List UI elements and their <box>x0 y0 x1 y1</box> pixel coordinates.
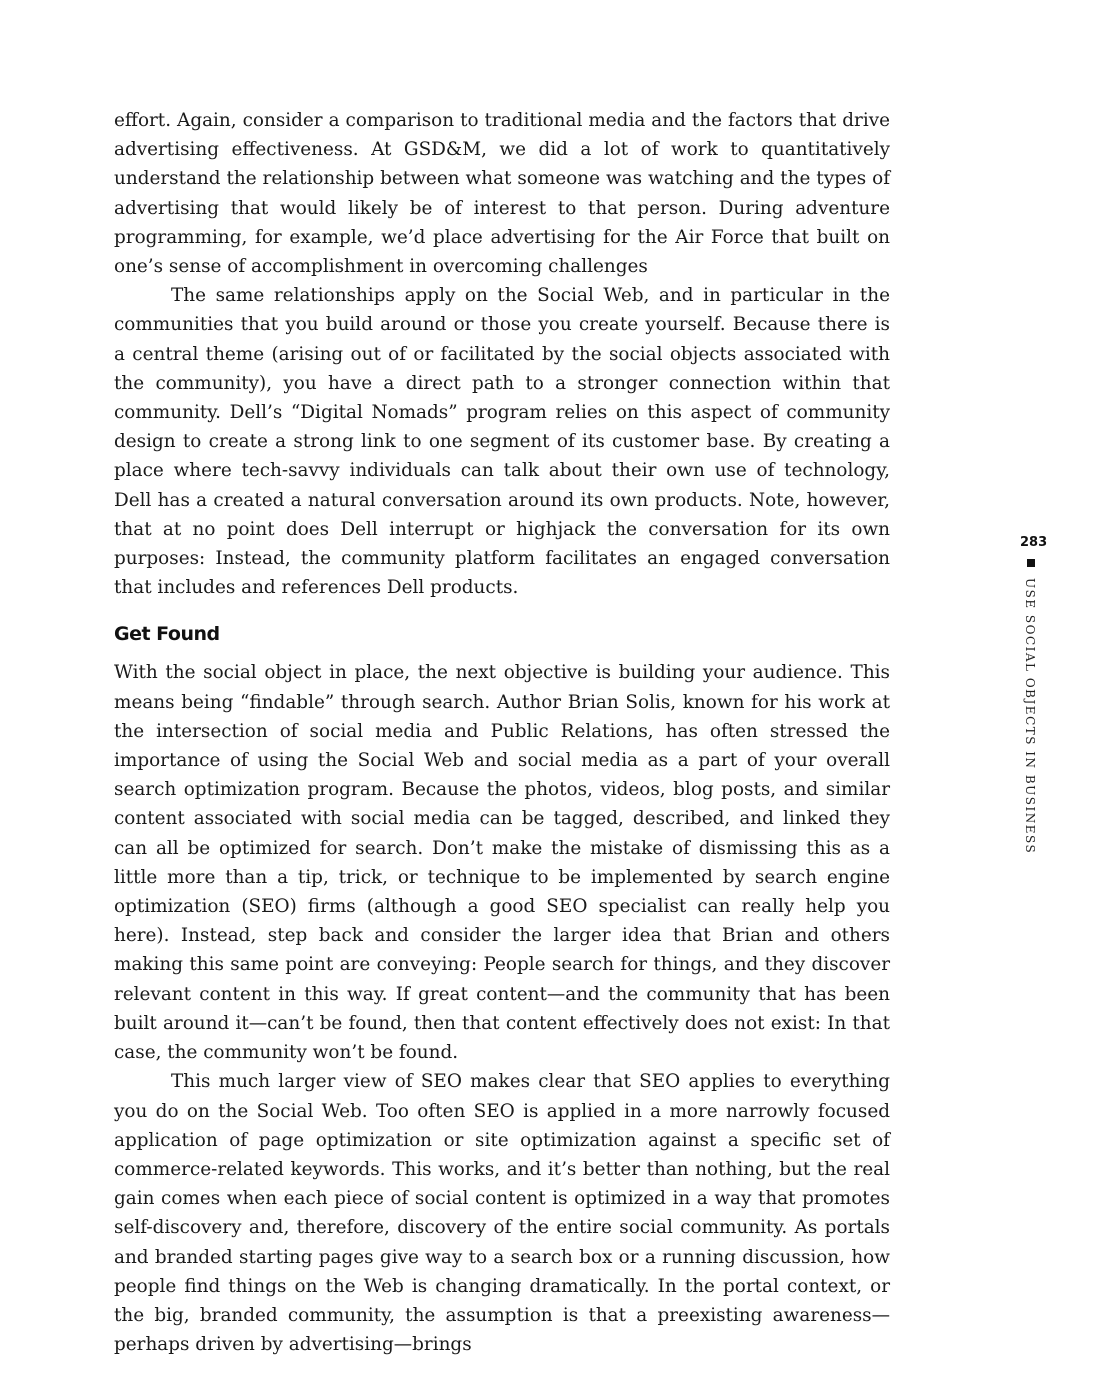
body-text-column <box>114 106 890 1359</box>
body-paragraph-2: The same relationships apply on the Social Web, and in particular in the communities that you build around or those you create yourself. Because there is a central theme (arising out of or facilitated by the social objects associated with the community), you have a direct path to a stronger connection within that community. Dell’s “Digital Nomads” program relies on this aspect of community design to create a strong link to one segment of its customer base. By creating a place where tech-savvy individuals can talk about their own use of technology, Dell has a created a natural conversation around its own products. Note, however, that at no point does Dell interrupt or highjack the conversation for its own purposes: Instead, the community platform facilitates an engaged conversation that includes and references Dell products. <box>114 285 890 599</box>
square-marker-icon <box>1027 559 1035 567</box>
section-heading: Get Found <box>114 623 220 646</box>
body-paragraph-1: effort. Again, consider a comparison to traditional media and the factors that drive advertising effectiveness. At GSD&M, we did a lot of work to quantitatively understand the relationship between what someone was watching and the types of advertising that would likely be of interest to that person. During adventure programming, for example, we’d place advertising for the Air Force that built on one’s sense of accomplishment in overcoming challenges <box>114 110 890 278</box>
page-number: 283 <box>1020 535 1048 550</box>
body-paragraph-3: With the social object in place, the next objective is building your audience. This means being “findable” through search. Author Brian Solis, known for his work at the intersection of social media and Public Relations, has often stressed the importance of using the Social Web and social media as a part of your overall search optimization program. Because the photos, videos, blog posts, and similar content associated with social media can be tagged, described, and linked they can all be optimized for search. Don’t make the mistake of dismissing this as a little more than a tip, trick, or technique to be implemented by search engine optimization (SEO) firms (although a good SEO specialist can really help you here). Instead, step back and consider the larger idea that Brian and others making this same point are conveying: People search for things, and they discover relevant content in this way. If great content—and the community that has been built around it—can’t be found, then that content effectively does not exist: In that case, the community won’t be found. <box>114 662 890 1064</box>
body-paragraph-4: This much larger view of SEO makes clear that SEO applies to everything you do on the Social Web. Too often SEO is applied in a more narrowly focused application of page optimization or site optimization against a specific set of commerce-related keywords. This works, and it’s better than nothing, but the real gain comes when each piece of social content is optimized in a way that promotes self-discovery and, therefore, discovery of the entire social community. As portals and branded starting pages give way to a search box or a running discussion, how people find things on the Web is changing dramatically. In the portal context, or the big, branded community, the assumption is that a preexisting awareness—perhaps driven by advertising—brings <box>114 1071 890 1356</box>
running-head: USE SOCIAL OBJECTS IN BUSINESS <box>1023 578 1037 855</box>
